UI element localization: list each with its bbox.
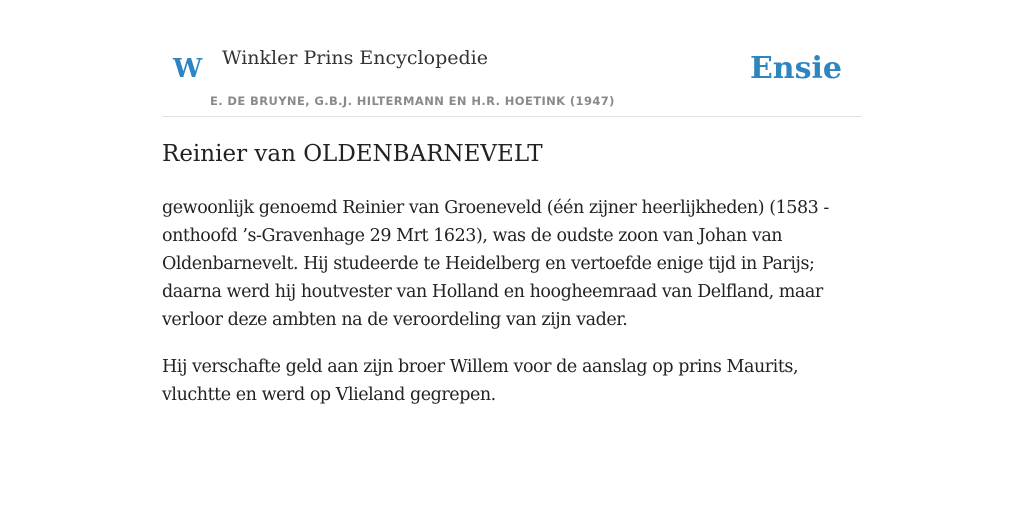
article xyxy=(162,138,862,428)
book-authors: E. DE BRUYNE, G.B.J. HILTERMANN EN H.R. HOETINK (1947) xyxy=(210,94,615,108)
article-paragraph: gewoonlijk genoemd Reinier van Groeneveld (één zijner heerlijkheden) (1583 - onthoofd ’s-Gravenhage 29 Mrt 1623), was de oudste zoon van Johan van Oldenbarnevelt. Hij studeerde te Heidelberg en vertoefde enige tijd in Parijs; daarna werd hij houtvester van Holland en hoogheemraad van Delfland, maar verloor deze ambten na de veroordeling van zijn vader. xyxy=(162,198,829,330)
book-logo-icon: W xyxy=(173,54,203,84)
book-header xyxy=(162,40,862,117)
book-title[interactable]: Winkler Prins Encyclopedie xyxy=(222,47,488,69)
article-title: Reinier van OLDENBARNEVELT xyxy=(162,141,543,167)
article-body xyxy=(162,194,862,409)
ensie-logo-link[interactable]: Ensie xyxy=(749,51,842,86)
article-paragraph: Hij verschafte geld aan zijn broer Willem voor de aanslag op prins Maurits, vluchtte en werd op Vlieland gegrepen. xyxy=(162,357,799,405)
